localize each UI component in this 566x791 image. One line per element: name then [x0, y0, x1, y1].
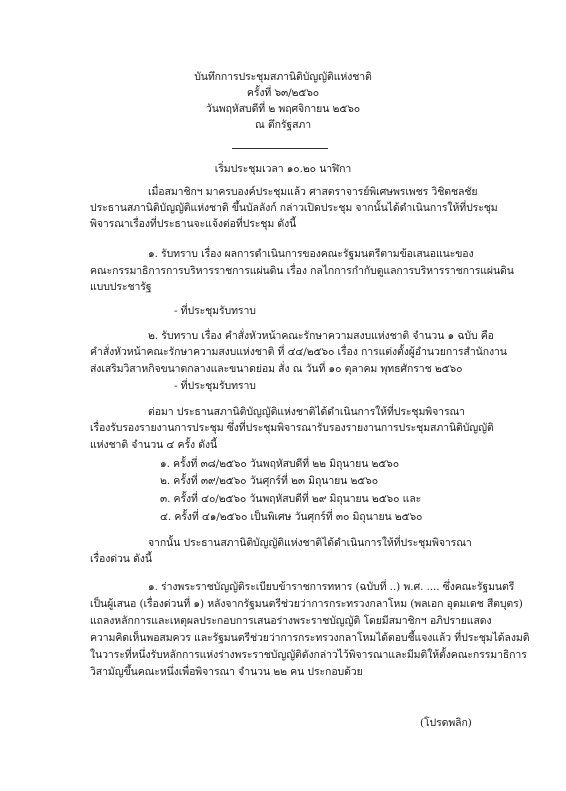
opening-line: เมื่อสมาชิกฯ มาครบองค์ประชุมแล้ว ศาสตราจารย์พิเศษพรเพชร วิชิตชลชัย [148, 186, 478, 198]
title-divider [232, 148, 328, 149]
item1-line: คณะกรรมาธิการการบริหารราชการแผ่นดิน เรื่อง กลไกการกำกับดูแลการบริหารราชการแผ่นดิน [90, 265, 514, 277]
bill-line: ความคิดเห็นพอสมควร และรัฐมนตรีช่วยว่าการกระทรวงกลาโหมได้ตอบชี้แจงแล้ว ที่ประชุมได้ลงมติ [90, 632, 530, 644]
minutes-line: ต่อมา ประธานสภานิติบัญญัติแห่งชาติได้ดำเนินการให้ที่ประชุมพิจารณา [148, 406, 465, 418]
opening-line: พิจารณาเรื่องที่ประธานจะแจ้งต่อที่ประชุม ดังนี้ [90, 218, 297, 230]
minutes-item: ๒. ครั้งที่ ๓๙/๒๕๖๐ วันศุกร์ที่ ๒๓ มิถุนายน ๒๕๖๐ [160, 475, 379, 487]
bill-line: เป็นผู้เสนอ (เรื่องด่วนที่ ๑) หลังจากรัฐมนตรีช่วยว่าการกระทรวงกลาโหม (พลเอก อุดมเดช สีตบุตร) [90, 598, 523, 610]
item1-line: ๑. รับทราบ เรื่อง ผลการดำเนินการของคณะรัฐมนตรีตามข้อเสนอแนะของ [148, 248, 474, 260]
minutes-line: เรื่องรับรองรายงานการประชุม ซึ่งที่ประชุมพิจารณารับรองรายงานการประชุมสภานิติบัญญัติ [90, 422, 494, 434]
doc-title: บันทึกการประชุมสภานิติบัญญัติแห่งชาติ [194, 71, 372, 83]
item2-line: คำสั่งหัวหน้าคณะรักษาความสงบแห่งชาติ ที่ ๔๔/๒๕๖๐ เรื่อง การแต่งตั้งผู้อำนวยการสำนักงาน [90, 346, 507, 358]
item2-result: - ที่ประชุมรับทราบ [174, 380, 256, 392]
turn-page-note: (โปรดพลิก) [420, 717, 472, 729]
bill-line: ในวาระที่หนึ่งรับหลักการแห่งร่างพระราชบัญญัติดังกล่าวไว้พิจารณาและมีมติให้ตั้งคณะกรรมาธิการ [90, 649, 527, 661]
bill-line: แถลงหลักการและเหตุผลประกอบการเสนอร่างพระราชบัญญัติ โดยมีสมาชิกฯ อภิปรายแสดง [90, 615, 492, 627]
bill-line: วิสามัญขึ้นคณะหนึ่งเพื่อพิจารณา จำนวน ๒๒ คน ประกอบด้วย [90, 666, 363, 678]
minutes-item: ๔. ครั้งที่ ๔๑/๒๕๖๐ เป็นพิเศษ วันศุกร์ที่ ๓๐ มิถุนายน ๒๕๖๐ [160, 511, 423, 523]
urgent-line: จากนั้น ประธานสภานิติบัญญัติแห่งชาติได้ดำเนินการให้ที่ประชุมพิจารณา [148, 537, 472, 549]
urgent-line: เรื่องด่วน ดังนี้ [90, 553, 152, 565]
opening-line: ประธานสภานิติบัญญัติแห่งชาติ ขึ้นบัลลังก์ กล่าวเปิดประชุม จากนั้นได้ดำเนินการให้ที่ประชุม [90, 202, 498, 214]
doc-session: ครั้งที่ ๖๓/๒๕๖๐ [246, 87, 320, 99]
item1-line: แบบประชารัฐ [90, 281, 152, 293]
minutes-item: ๑. ครั้งที่ ๓๘/๒๕๖๐ วันพฤหัสบดีที่ ๒๒ มิถุนายน ๒๕๖๐ [160, 458, 400, 470]
doc-date: วันพฤหัสบดีที่ ๒ พฤศจิกายน ๒๕๖๐ [205, 103, 361, 115]
item2-line: ส่งเสริมวิสาหกิจขนาดกลางและขนาดย่อม สั่ง ณ วันที่ ๑๐ ตุลาคม พุทธศักราช ๒๕๖๐ [90, 363, 463, 375]
start-time: เริ่มประชุมเวลา ๑๐.๒๐ นาฬิกา [214, 163, 352, 175]
item1-result: - ที่ประชุมรับทราบ [174, 305, 256, 317]
minutes-line: แห่งชาติ จำนวน ๔ ครั้ง ดังนี้ [90, 439, 218, 451]
item2-line: ๒. รับทราบ เรื่อง คำสั่งหัวหน้าคณะรักษาความสงบแห่งชาติ จำนวน ๑ ฉบับ คือ [148, 330, 494, 342]
doc-place: ณ ตึกรัฐสภา [254, 119, 311, 131]
minutes-item: ๓. ครั้งที่ ๔๐/๒๕๖๐ วันพฤหัสบดีที่ ๒๙ มิถุนายน ๒๕๖๐ และ [160, 493, 422, 505]
bill-line: ๑. ร่างพระราชบัญญัติระเบียบข้าราชการทหาร (ฉบับที่ ..) พ.ศ. .... ซึ่งคณะรัฐมนตรี [148, 581, 515, 593]
